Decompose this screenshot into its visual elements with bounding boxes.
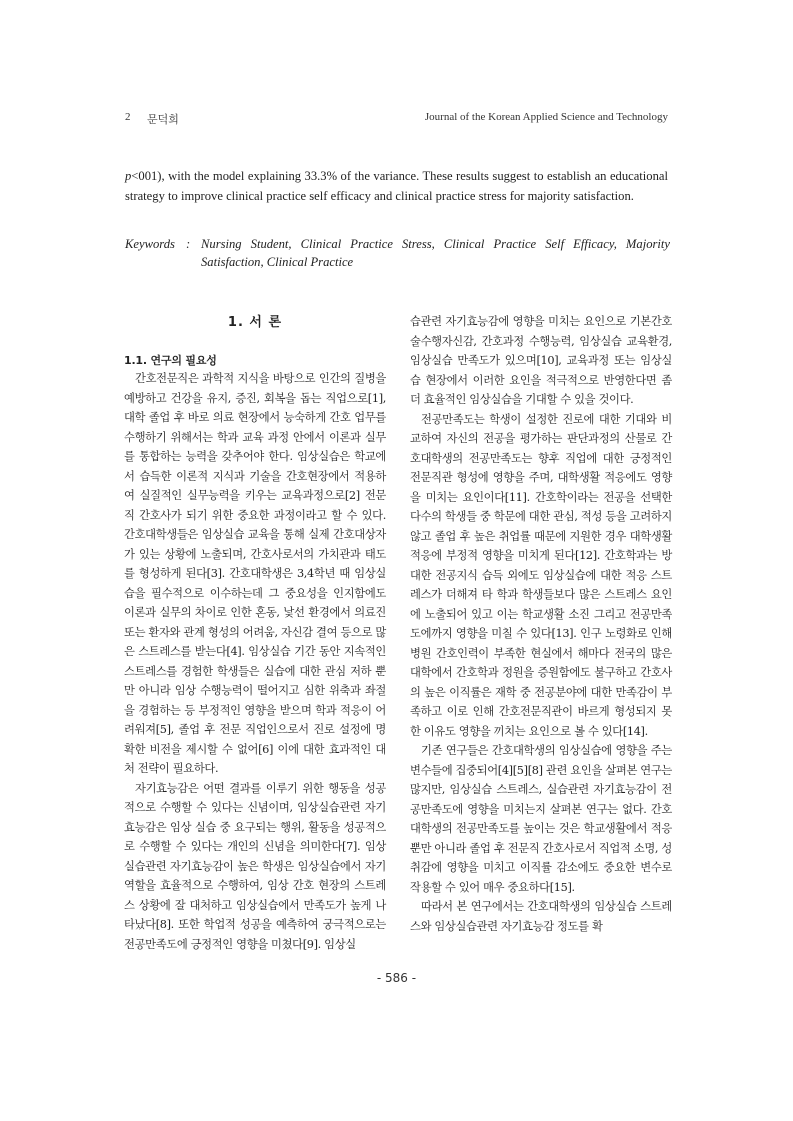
abstract-tail — [125, 166, 668, 206]
keywords-line-1: Nursing Student, Clinical Practice Stress, Clinical Practice Self Efficacy, Majority — [201, 237, 670, 251]
paragraph-2-part-2: 습관련 자기효능감에 영향을 미치는 요인으로 기본간호술수행자신감, 간호과정 수행능력, 임상실습 교육환경, 임상실습 만족도가 있으며[10], 교육과정 또는 임상실습 현장에서 이러한 요인을 적극적으로 반영한다면 좀 더 효율적인 임상실습을 기대할 수 있을 것이다. — [410, 315, 672, 406]
keywords-label: Keywords — [125, 237, 175, 251]
header-page-number: 2 — [125, 111, 131, 123]
keywords-line-2: Satisfaction, Clinical Practice — [201, 255, 354, 269]
paragraph-3: 전공만족도는 학생이 설정한 진로에 대한 기대와 비교하여 자신의 전공을 평가하는 판단과정의 산물로 간호대학생의 전공만족도는 향후 직업에 대한 긍정적인 전문직관 형성에 영향을 주며, 대학생활 적응에도 영향을 미치는 요인이다[11]. 간호학이라는 전공을 선택한 다수의 학생들 중 학문에 대한 관심, 적성 등을 고려하지 않고 졸업 후 높은 취업률 때문에 지원한 경우 대학생활 적응에 부정적 영향을 미치게 된다[12]. 간호학과는 방대한 전공지식 습득 외에도 임상실습에 대한 적응 스트레스가 더해져 타 학과 학생들보다 많은 스트레스 요인에 노출되어 있고 이는 학교생활 소진 그리고 전공만족도에까지 영향을 미칠 수 있다[13]. 인구 노령화로 인해 병원 간호인력이 부족한 현실에서 해마다 전국의 많은 대학에서 간호학과 정원을 증원함에도 불구하고 간호사의 높은 이직률은 재학 중 전공분야에 대한 만족감이 부족하고 이로 인해 간호전문직관이 바르게 형성되지 못한 이유도 영향을 끼치는 요인으로 볼 수 있다[14]. — [410, 412, 672, 738]
abstract-text: <001), with the model explaining 33.3% of the variance. These results suggest to establish an educational strategy to improve clinical practice self efficacy and clinical practice stress for majority satisfaction. — [125, 169, 668, 203]
right-column — [410, 312, 672, 936]
paragraph-2-part-1: 자기효능감은 어떤 결과를 이루기 위한 행동을 성공적으로 수행할 수 있다는 신념이며, 임상실습관련 자기효능감은 임상 실습 중 요구되는 행위, 활동을 성공적으로 수행할 수 있다는 개인의 신념을 의미한다[7]. 임상실습관련 자기효능감이 높은 학생은 임상실습에서 자기 역할을 효율적으로 수행하여, 임상 간호 현장의 스트레스 상황에 잘 대처하고 임상실습에서 만족도가 높게 나타났다[8]. 또한 학업적 성공을 예측하여 궁극적으로는 전공만족도에 긍정적인 영향을 미쳤다[9]. 임상실 — [124, 781, 386, 951]
keywords-colon: : — [186, 237, 191, 251]
page-footer-number: - 586 - — [376, 971, 417, 985]
header-journal-title: Journal of the Korean Applied Science and Technology — [424, 111, 668, 123]
left-column — [124, 310, 386, 954]
paragraph-4: 기존 연구들은 간호대학생의 임상실습에 영향을 주는 변수들에 집중되어[4][5][8] 관련 요인을 살펴본 연구는 많지만, 임상실습 스트레스, 실습관련 자기효능감이 전공만족도에 영향을 미치는지 살펴본 연구는 없다. 간호대학생의 전공만족도를 높이는 것은 학교생활에서 적응뿐만 아니라 졸업 후 전문직 간호사로서 직업적 소명, 성취감에 영향을 미치고 이직률 감소에도 중요한 변수로 작용할 수 있어 매우 중요하다[15]. — [410, 744, 672, 894]
header-author: 문덕희 — [147, 114, 179, 126]
section-title: 1. 서 론 — [227, 315, 283, 330]
p-value-symbol: p — [125, 169, 132, 183]
running-header — [125, 111, 668, 127]
paragraph-1: 간호전문직은 과학적 지식을 바탕으로 인간의 질병을 예방하고 건강을 유지, 증진, 회복을 돕는 직업으로[1], 대학 졸업 후 바로 의료 현장에서 능숙하게 간호 업무를 수행하기 위해서는 학과 교육 과정 안에서 이론과 실무를 통합하는 능력을 갖추어야 한다. 임상실습은 학교에서 습득한 이론적 지식과 기술을 간호현장에서 적용하여 실질적인 실무능력을 키우는 교육과정으로[2] 전문직 간호사가 되기 위한 중요한 과정이라고 할 수 있다. 간호대학생들은 임상실습 교육을 통해 실제 간호대상자가 있는 상황에 노출되며, 간호사로서의 가치관과 태도를 형성하게 된다[3]. 간호대학생은 3,4학년 때 임상실습을 필수적으로 이수하는데 그 중요성을 인지함에도 이론과 실무의 차이로 인한 혼동, 낯선 환경에서 의료진 또는 환자와 관계 형성의 어려움, 자신감 결여 등으로 많은 스트레스를 받는다[4]. 임상실습 기간 동안 지속적인 스트레스를 경험한 학생들은 실습에 대한 관심 저하 뿐만 아니라 임상 수행능력이 떨어지고 심한 위축과 좌절을 경험하는 등 부정적인 영향을 받으며 학과 적응이 어려워져[5], 졸업 후 전문 직업인으로서 진로 설정에 명확한 비전을 제시할 수 없어[6] 이에 대한 효과적인 대처 전략이 필요하다. — [124, 372, 386, 775]
paragraph-5: 따라서 본 연구에서는 간호대학생의 임상실습 스트레스와 임상실습관련 자기효능감 정도를 확 — [410, 900, 672, 933]
subsection-title: 1.1. 연구의 필요성 — [124, 354, 217, 367]
